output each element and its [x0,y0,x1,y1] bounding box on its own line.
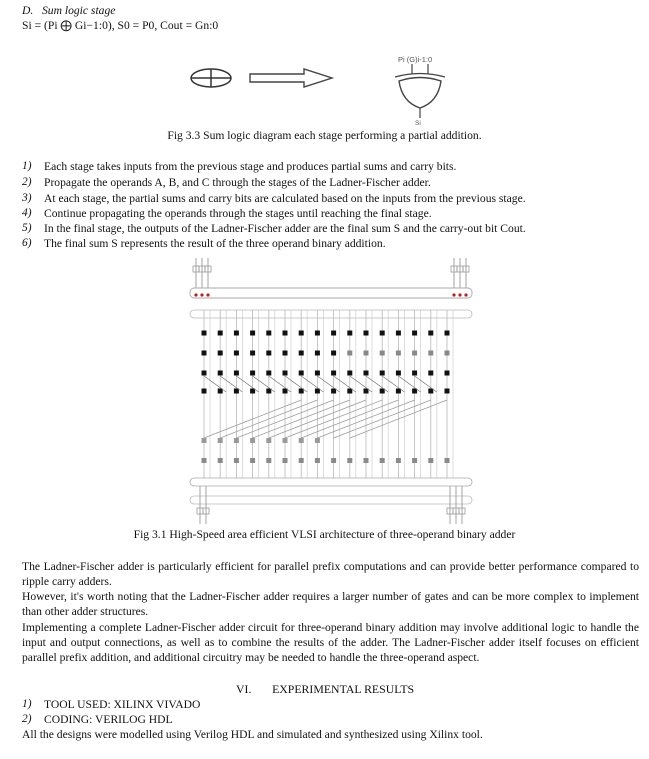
bit-generation-bus [190,310,472,318]
adder-architecture-diagram [186,258,478,524]
sum-bus [190,478,472,486]
paragraph-line: ripple carry adders. [22,575,112,588]
black-cell [234,331,239,336]
black-cell [331,331,336,336]
black-cell [250,331,255,336]
grey-cell [250,438,255,443]
black-cell [283,351,288,356]
xor-cell [283,458,288,463]
fig33-caption: Fig 3.3 Sum logic diagram each stage performing a partial addition. [167,129,482,142]
black-cell [234,351,239,356]
xor-cell [202,458,207,463]
black-cell [412,351,417,356]
black-cell [202,371,207,376]
black-cell [396,351,401,356]
black-cell [202,389,207,394]
black-cell [250,351,255,356]
xor-cell [266,458,271,463]
black-cell [428,331,433,336]
black-cell [347,351,352,356]
black-cell [266,331,271,336]
xor-gate-icon [395,64,445,118]
prefix-wire [350,376,372,392]
gate-output-label: Si [415,120,421,127]
xor-cell [412,458,417,463]
results-title: EXPERIMENTAL RESULTS [272,682,415,696]
paragraph-line: However, it's worth noting that the Ladner-Fischer adder requires a larger number of gates and can be more complex to implement [22,590,639,603]
prefix-wire [317,376,339,392]
black-cell [412,331,417,336]
arrow-right-icon [250,69,332,87]
xor-cell [445,458,450,463]
xor-cell [428,458,433,463]
black-cell [218,371,223,376]
prefix-wire [269,376,291,392]
xor-cell [380,458,385,463]
gate-input-label: Pi (G)i-1:0 [398,55,433,64]
sum-logic-diagram [180,50,470,128]
xor-cell [315,458,320,463]
black-cell [266,351,271,356]
prefix-wire [236,376,258,392]
black-cell [315,371,320,376]
black-cell [234,371,239,376]
paragraph-line: than other adder structures. [22,605,149,618]
black-cell [428,371,433,376]
black-cell [331,371,336,376]
sum-equation: Si = (Pi ⨁ Gi−1:0), S0 = P0, Cout = Gn:0 [22,19,219,32]
xor-cell [234,458,239,463]
prefix-wire [204,376,226,392]
black-cell [412,371,417,376]
fig31-caption: Fig 3.1 High-Speed area efficient VLSI architecture of three-operand binary adder [133,528,516,541]
grey-cell [299,438,304,443]
bit-node [194,293,197,296]
prefix-wire [382,376,404,392]
grey-cell [202,438,207,443]
grey-cell [218,438,223,443]
bit-node [464,293,467,296]
bit-node [452,293,455,296]
prefix-wire [398,376,420,392]
black-cell [218,331,223,336]
black-cell [380,371,385,376]
results-heading [236,682,414,696]
bit-node [458,293,461,296]
xor-cell [364,458,369,463]
paragraph-line: Implementing a complete Ladner-Fischer adder circuit for three-operand binary addition may involve additional logic to handle the [22,621,639,634]
black-cell [364,351,369,356]
black-cell [364,331,369,336]
paragraph-line: The Ladner-Fischer adder is particularly efficient for parallel prefix computations and can provide better performance compared to [22,560,639,573]
black-cell [445,389,450,394]
black-cell [299,371,304,376]
prefix-wire [366,376,388,392]
black-cell [283,331,288,336]
prefix-wire [253,376,275,392]
black-cell [347,371,352,376]
black-cell [380,351,385,356]
prefix-wire [415,376,437,392]
black-cell [315,351,320,356]
xor-symbol-icon [191,69,231,87]
xor-cell [331,458,336,463]
results-closing: All the designs were modelled using Verilog HDL and simulated and synthesized using Xilinx tool. [22,728,483,741]
bit-node [200,293,203,296]
black-cell [396,371,401,376]
prefix-wire [301,376,323,392]
black-cell [218,351,223,356]
section-label: D. [22,4,34,17]
xor-cell [396,458,401,463]
section-heading [22,4,115,18]
section-title: Sum logic stage [41,4,116,17]
xor-cell [299,458,304,463]
black-cell [380,331,385,336]
grey-cell [283,438,288,443]
grey-cell [315,438,320,443]
black-cell [202,351,207,356]
black-cell [250,371,255,376]
black-cell [299,351,304,356]
black-cell [266,371,271,376]
paragraph-line: input and output connections, as well as to combine the results of the adder. The Ladner-Fischer adder itself focuses on efficient [22,636,639,649]
black-cell [396,331,401,336]
black-cell [283,371,288,376]
carry-save-block [190,288,472,298]
xor-cell [218,458,223,463]
black-cell [202,331,207,336]
black-cell [315,331,320,336]
grey-cell [234,438,239,443]
black-cell [428,351,433,356]
prefix-wire [285,376,307,392]
black-cell [445,331,450,336]
black-cell [299,331,304,336]
grey-cell [266,438,271,443]
black-cell [331,351,336,356]
black-cell [347,331,352,336]
prefix-wire [334,376,356,392]
paragraph-line: parallel prefix addition, and additional circuitry may be needed to handle the three-operand aspect. [22,651,480,664]
bit-node [206,293,209,296]
prefix-wire [220,376,242,392]
black-cell [445,371,450,376]
xor-cell [347,458,352,463]
xor-cell [250,458,255,463]
black-cell [445,351,450,356]
output-bus [190,496,472,504]
results-section-num: VI. [236,682,252,696]
black-cell [364,371,369,376]
